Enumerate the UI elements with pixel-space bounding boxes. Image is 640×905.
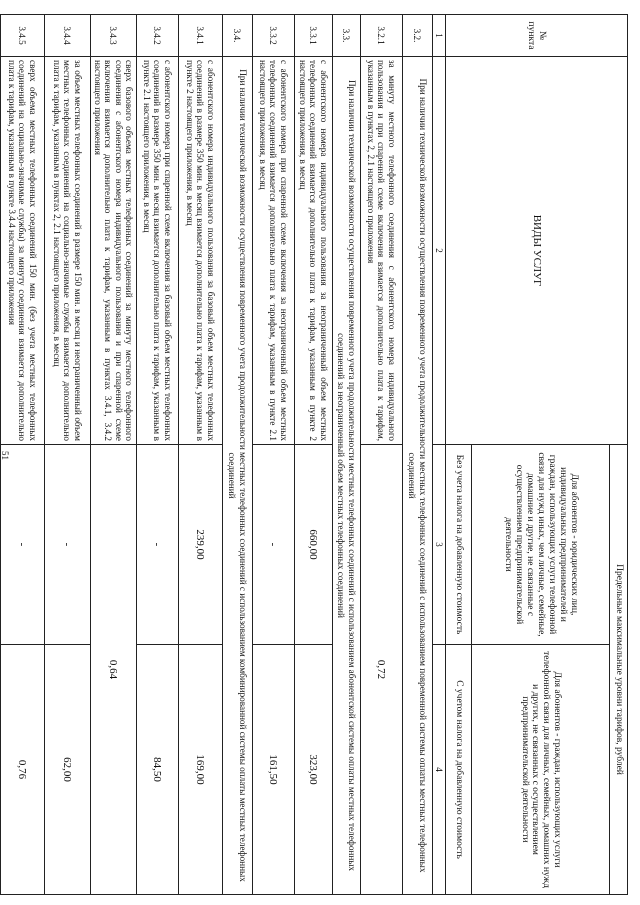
table-row	[136, 15, 178, 895]
index-4: 4	[432, 645, 445, 895]
row-num: 3.4.	[222, 15, 252, 57]
header-legal: Для абонентов - юридических лиц, индивидуальных предпринимателей и граждан, использующих услуги телефонной связи для нужд иных, чем личные, семейные, домашние и другие, не связанные с осуществлением предпринимательской деятельности	[472, 445, 610, 645]
price-with-vat: 62,00	[44, 645, 90, 895]
row-text: сверх объема местных телефонных соединений 150 мин. (без учета местных телефонных соединений на социально-значимые службы) за минуту соединения взимается дополнительно плата к тарифам, указанным в пункте 3.4.4 настоящего приложения	[0, 57, 44, 445]
price-with-vat: 0,76	[0, 645, 44, 895]
table-row	[90, 15, 136, 895]
row-num: 3.2.	[402, 15, 432, 57]
price-with-vat: 84,50	[136, 645, 178, 895]
price-without-vat: -	[252, 445, 294, 645]
tariff-table	[0, 14, 628, 895]
row-text: за минуту местного телефонного соединения с абонентского номера индивидуального пользования и при спаренной схеме включения взимается дополнительно плата к тарифам, указанным в пунктах 2, 2.1 настоящего приложения	[360, 57, 402, 445]
price-merged: 0,64	[90, 445, 136, 895]
section-title: При наличии технической возможности осуществления повременного учета продолжительности местных телефонных соединений с использованием абонентской системы оплаты местных телефонных соединений за неограниченный объем местных телефонных соединений	[332, 57, 360, 895]
section-title: При наличии технической возможности осуществления повременного учета продолжительности местных телефонных соединений с использованием повременной системы оплаты местных телефонных соединений	[402, 57, 432, 895]
table-row	[294, 15, 332, 895]
row-num: 3.4.5	[0, 15, 44, 57]
index-1: 1	[432, 15, 445, 57]
price-without-vat: -	[0, 445, 44, 645]
row-num: 3.4.1	[178, 15, 222, 57]
index-2: 2	[432, 57, 445, 445]
table-row	[360, 15, 402, 895]
table-row	[178, 15, 222, 895]
price-without-vat: 660,00	[294, 445, 332, 645]
header-service: ВИДЫ УСЛУГ	[446, 57, 628, 445]
table-row	[402, 15, 432, 895]
section-title: При наличии технической возможности осуществления повременного учета продолжительности местных телефонных соединений с использованием комбинированной системы оплаты местных телефонных соединений	[222, 57, 252, 895]
header-num: № пункта	[446, 15, 628, 57]
price-with-vat: 169,00	[178, 645, 222, 895]
table-row	[222, 15, 252, 895]
row-num: 3.4.4	[44, 15, 90, 57]
price-with-vat: 161,50	[252, 645, 294, 895]
header-with-vat: С учетом налога на добавленную стоимость	[446, 645, 472, 895]
row-text: с абонентского номера индивидуального пользования за базовый объем местных телефонных соединений в размере 350 мин. в месяц взимается дополнительно плата к тарифам, указанным в пункте 2 настоящего приложения, в месяц	[178, 57, 222, 445]
index-3: 3	[432, 445, 445, 645]
row-num: 3.2.1	[360, 15, 402, 57]
row-text: сверх базового объема местных телефонных соединений за минуту местного телефонного соединения с абонентского номера индивидуального пользования и при спаренной схеме включения взимается дополнительно плата к тарифам, указанным в пунктах 3.4.1, 3.4.2 настоящего приложения	[90, 57, 136, 445]
price-merged: 0,72	[360, 445, 402, 895]
header-individual: Для абонентов - граждан, использующих услуги телефонной связи для личных, семейных, домашних нужд и других, не связанных с осуществлением предпринимательской деятельности	[472, 645, 610, 895]
row-text: за объем местных телефонных соединений в размере 150 мин. в месяц и неограниченный объем местных телефонных соединений на социально-значимые службы взимается дополнительно плата к тарифам, указанным в пунктах 2, 2.1 настоящего приложения, в месяц	[44, 57, 90, 445]
header-tariffs: Предельные максимальные уровни тарифов, рублей	[610, 445, 628, 895]
header-without-vat: Без учета налога на добавленную стоимость	[446, 445, 472, 645]
price-without-vat: 239,00	[178, 445, 222, 645]
row-num: 3.3.	[332, 15, 360, 57]
row-num: 3.3.1	[294, 15, 332, 57]
row-text: с абонентского номера при спаренной схеме включения за неограниченный объем местных телефонных соединений взимается дополнительно плата к тарифам, указанным в пункте 2.1 настоящего приложения, в месяц	[252, 57, 294, 445]
row-num: 3.4.2	[136, 15, 178, 57]
page-number: 51	[0, 451, 10, 460]
row-num: 3.3.2	[252, 15, 294, 57]
price-without-vat: -	[44, 445, 90, 645]
row-text: с абонентского номера при спаренной схеме включения за базовый объем местных телефонных соединений в размере 350 мин. в месяц взимается дополнительно плата к тарифам, указанным в пункте 2.1 настоящего приложения, в месяц	[136, 57, 178, 445]
table-row	[332, 15, 360, 895]
table-row	[44, 15, 90, 895]
price-with-vat: 323,00	[294, 645, 332, 895]
row-text: с абонентского номера индивидуального пользования за неограниченный объем местных телефонных соединений взимается дополнительно плата к тарифам, указанным в пункте 2 настоящего приложения, в месяц	[294, 57, 332, 445]
table-row	[0, 15, 44, 895]
table-row	[252, 15, 294, 895]
row-num: 3.4.3	[90, 15, 136, 57]
tariff-table-rotated	[6, 14, 628, 894]
price-without-vat: -	[136, 445, 178, 645]
